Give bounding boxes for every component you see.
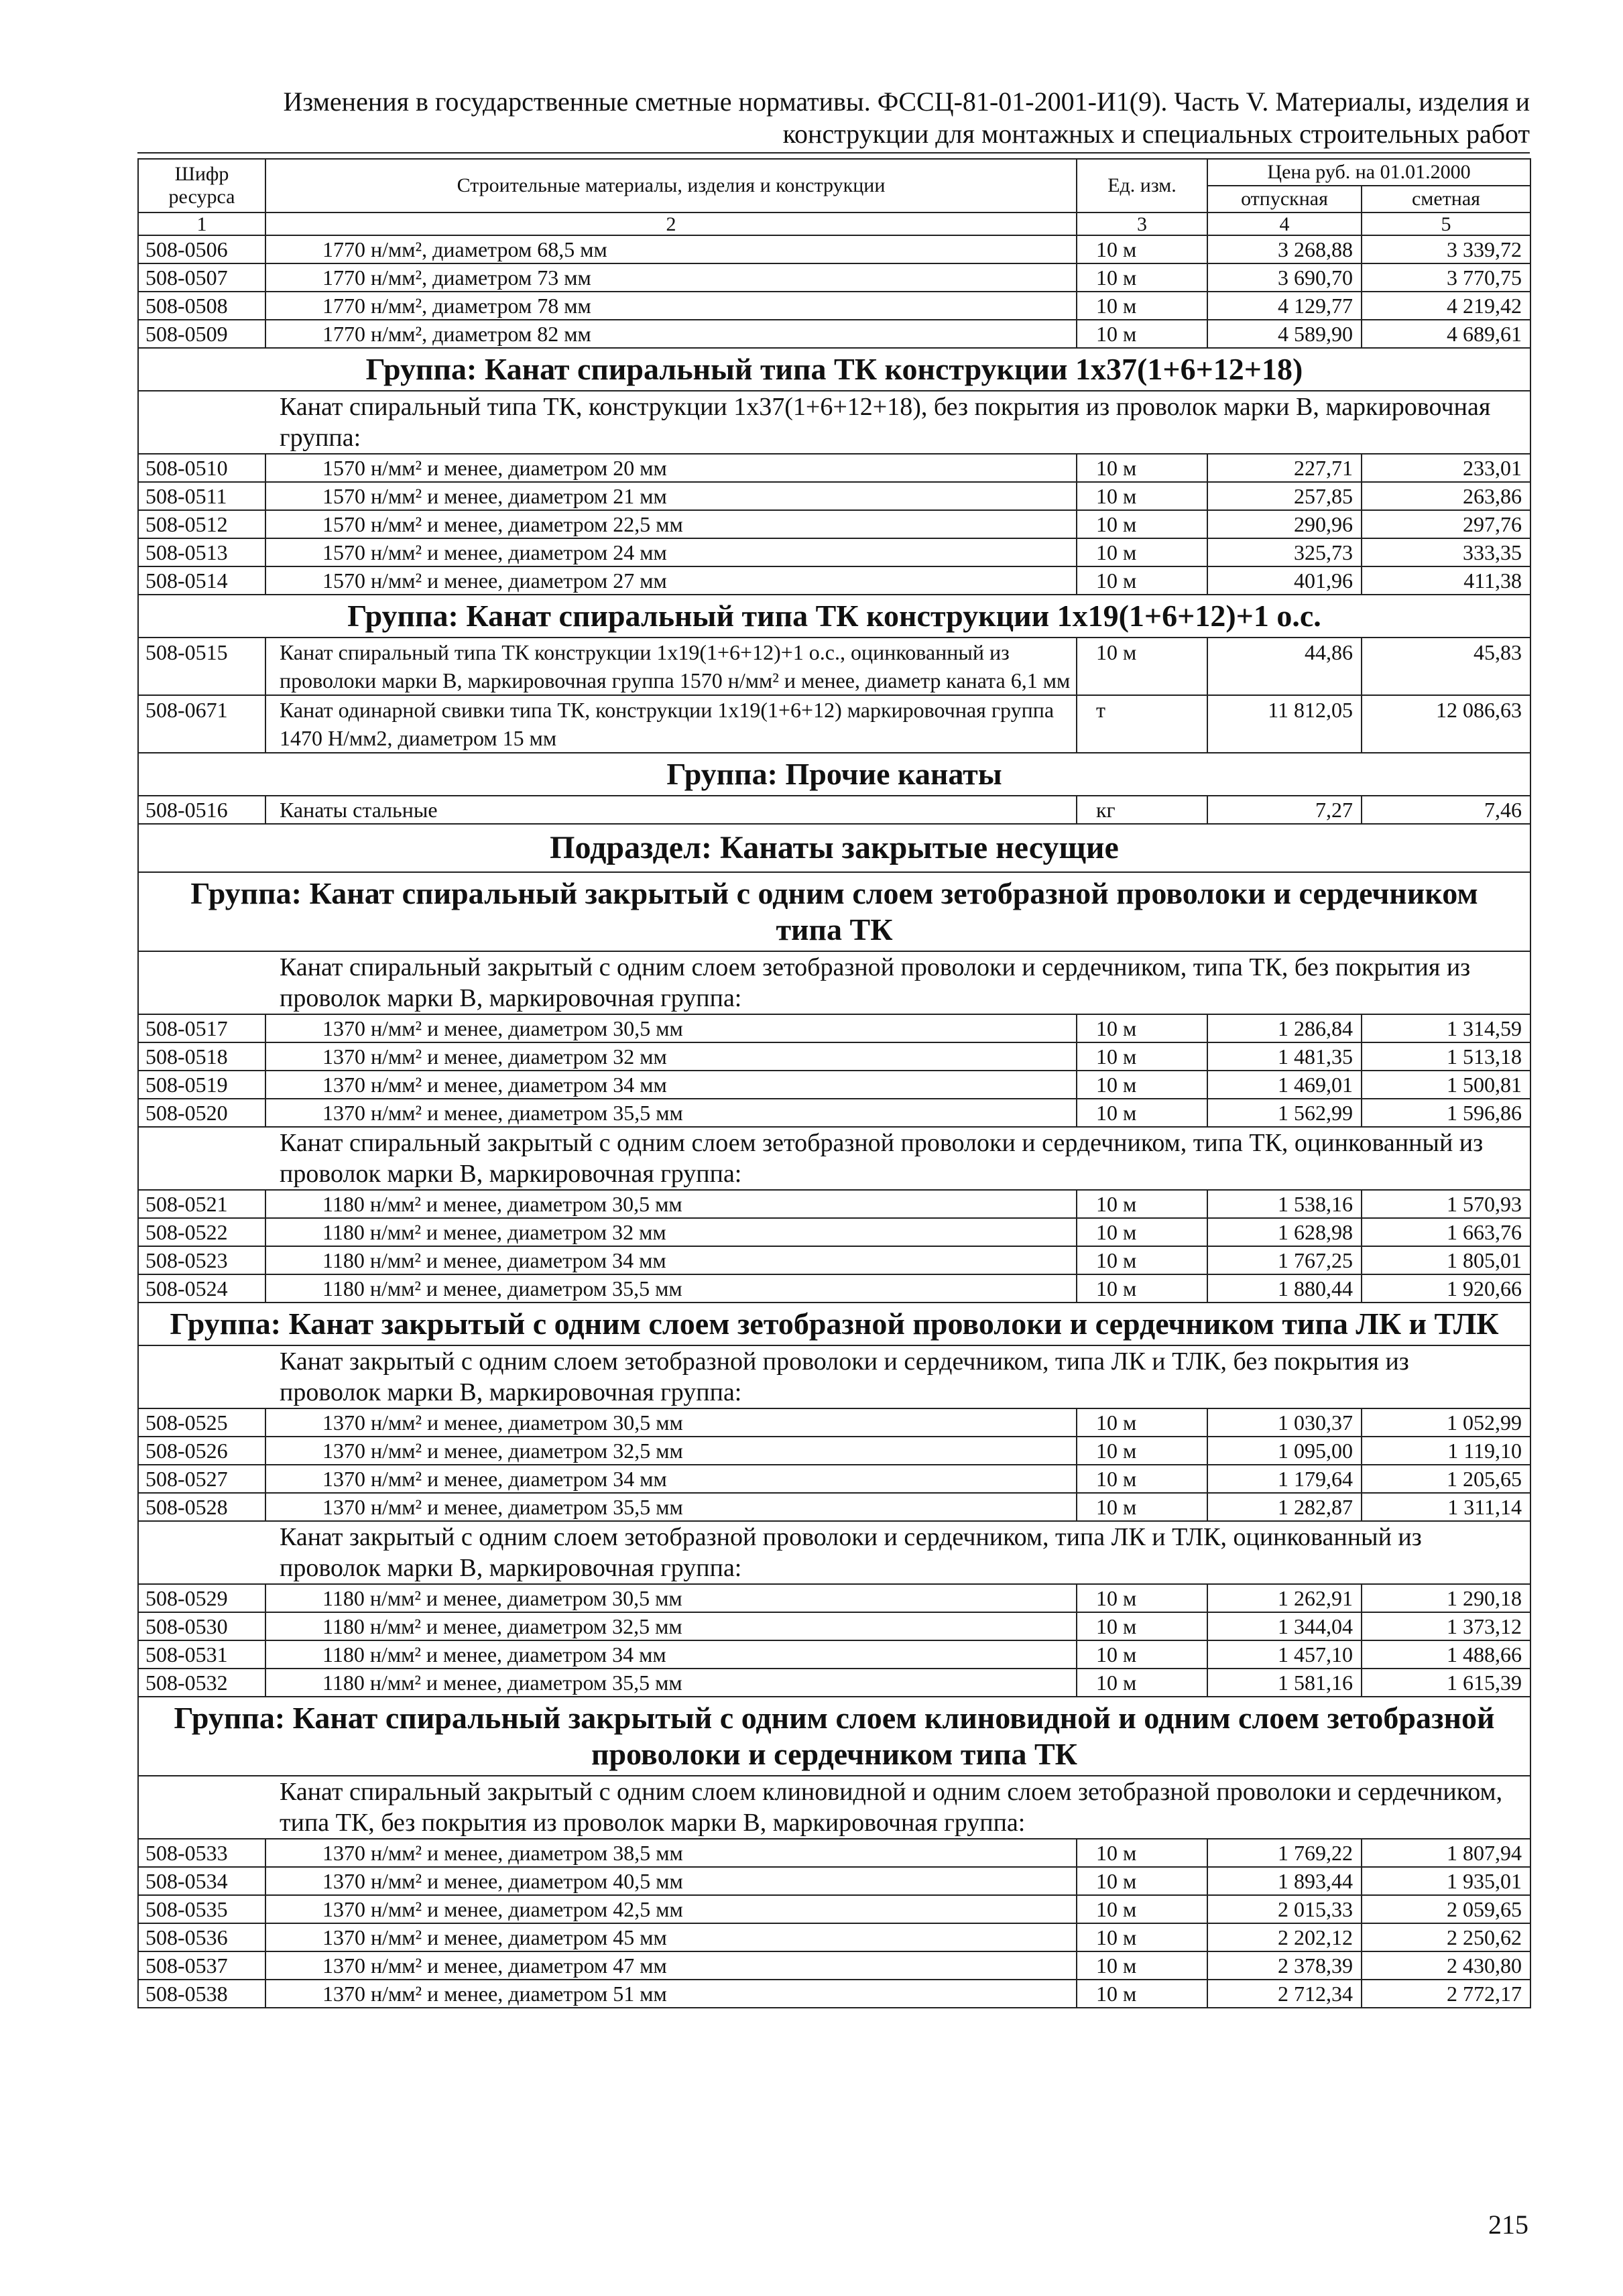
resource-code: 508-0507 <box>138 263 265 292</box>
estimate-price: 1 052,99 <box>1362 1408 1530 1437</box>
resource-code: 508-0671 <box>138 695 265 753</box>
material-name: 1180 н/мм² и менее, диаметром 32,5 мм <box>265 1612 1077 1640</box>
resource-code: 508-0532 <box>138 1669 265 1697</box>
release-price: 1 880,44 <box>1207 1274 1362 1303</box>
resource-code: 508-0518 <box>138 1042 265 1071</box>
column-number: 5 <box>1362 213 1530 235</box>
resource-code: 508-0537 <box>138 1951 265 1980</box>
document-header <box>134 86 1530 150</box>
material-name: 1370 н/мм² и менее, диаметром 35,5 мм <box>265 1099 1077 1127</box>
material-name: 1370 н/мм² и менее, диаметром 30,5 мм <box>265 1408 1077 1437</box>
release-price: 2 378,39 <box>1207 1951 1362 1980</box>
table-row <box>138 638 1530 695</box>
release-price: 4 129,77 <box>1207 292 1362 320</box>
unit-cell: 10 м <box>1077 1951 1207 1980</box>
unit-cell: 10 м <box>1077 1493 1207 1521</box>
table-row <box>138 1437 1530 1465</box>
table-row <box>138 1839 1530 1867</box>
unit-cell: 10 м <box>1077 1895 1207 1923</box>
estimate-price: 1 290,18 <box>1362 1584 1530 1612</box>
material-name: 1770 н/мм², диаметром 78 мм <box>265 292 1077 320</box>
unit-cell: 10 м <box>1077 1923 1207 1951</box>
page-number: 215 <box>1488 2210 1528 2240</box>
column-header-unit: Ед. изм. <box>1077 159 1207 213</box>
resource-code: 508-0533 <box>138 1839 265 1867</box>
release-price: 2 712,34 <box>1207 1980 1362 2008</box>
resource-code: 508-0508 <box>138 292 265 320</box>
estimate-price: 7,46 <box>1362 796 1530 824</box>
header-rule <box>137 152 1530 154</box>
resource-code: 508-0527 <box>138 1465 265 1493</box>
table-row <box>138 1951 1530 1980</box>
table-row <box>138 320 1530 348</box>
table-row <box>138 1640 1530 1669</box>
group-heading: Группа: Канат спиральный типа ТК конструкции 1х19(1+6+12)+1 о.с. <box>138 595 1530 638</box>
release-price: 1 893,44 <box>1207 1867 1362 1895</box>
material-name: Канат одинарной свивки типа ТК, конструкции 1х19(1+6+12) маркировочная группа 1470 Н/мм2, диаметром 15 мм <box>265 695 1077 753</box>
group-description: Канат закрытый с одним слоем зетобразной проволоки и сердечником, типа ЛК и ТЛК, без покрытия из проволок марки В, маркировочная группа: <box>138 1345 1530 1408</box>
release-price: 290,96 <box>1207 510 1362 538</box>
column-header-estimate: сметная <box>1362 186 1530 213</box>
table-row <box>138 1099 1530 1127</box>
group-description: Канат спиральный закрытый с одним слоем клиновидной и одним слоем зетобразной проволоки и сердечником, типа ТК, без покрытия из проволок марки В, маркировочная группа: <box>138 1776 1530 1839</box>
release-price: 325,73 <box>1207 538 1362 566</box>
release-price: 1 562,99 <box>1207 1099 1362 1127</box>
table-row <box>138 1408 1530 1437</box>
group-description: Канат спиральный закрытый с одним слоем зетобразной проволоки и сердечником, типа ТК, оцинкованный из проволок марки В, маркировочная группа: <box>138 1127 1530 1190</box>
unit-cell: 10 м <box>1077 1465 1207 1493</box>
table-row <box>138 292 1530 320</box>
group-heading: Группа: Канат спиральный закрытый с одним слоем клиновидной и одним слоем зетобразной проволоки и сердечником типа ТК <box>138 1697 1530 1776</box>
unit-cell: 10 м <box>1077 1980 1207 2008</box>
release-price: 1 095,00 <box>1207 1437 1362 1465</box>
resource-code: 508-0525 <box>138 1408 265 1437</box>
estimate-price: 2 059,65 <box>1362 1895 1530 1923</box>
release-price: 1 344,04 <box>1207 1612 1362 1640</box>
estimate-price: 411,38 <box>1362 566 1530 595</box>
resource-code: 508-0513 <box>138 538 265 566</box>
estimate-price: 1 311,14 <box>1362 1493 1530 1521</box>
material-name: 1370 н/мм² и менее, диаметром 42,5 мм <box>265 1895 1077 1923</box>
table-body <box>138 235 1530 2008</box>
resource-code: 508-0515 <box>138 638 265 695</box>
price-table <box>137 158 1531 2008</box>
material-name: 1770 н/мм², диаметром 82 мм <box>265 320 1077 348</box>
material-name: 1370 н/мм² и менее, диаметром 35,5 мм <box>265 1493 1077 1521</box>
material-name: 1570 н/мм² и менее, диаметром 21 мм <box>265 482 1077 510</box>
column-number: 2 <box>265 213 1077 235</box>
unit-cell: 10 м <box>1077 235 1207 263</box>
material-name: 1370 н/мм² и менее, диаметром 34 мм <box>265 1465 1077 1493</box>
group-row <box>138 348 1530 391</box>
table-row <box>138 1612 1530 1640</box>
table-row <box>138 796 1530 824</box>
header-row <box>138 159 1530 186</box>
unit-cell: 10 м <box>1077 1839 1207 1867</box>
release-price: 2 015,33 <box>1207 1895 1362 1923</box>
table-head <box>138 159 1530 235</box>
unit-cell: 10 м <box>1077 263 1207 292</box>
table-row <box>138 1071 1530 1099</box>
material-name: Канаты стальные <box>265 796 1077 824</box>
table-row <box>138 1980 1530 2008</box>
estimate-price: 1 805,01 <box>1362 1246 1530 1274</box>
column-header-code: Шифр ресурса <box>138 159 265 213</box>
column-number: 4 <box>1207 213 1362 235</box>
unit-cell: 10 м <box>1077 1274 1207 1303</box>
subsection-heading: Подраздел: Канаты закрытые несущие <box>138 824 1530 872</box>
estimate-price: 1 205,65 <box>1362 1465 1530 1493</box>
estimate-price: 1 314,59 <box>1362 1014 1530 1042</box>
estimate-price: 1 920,66 <box>1362 1274 1530 1303</box>
estimate-price: 333,35 <box>1362 538 1530 566</box>
unit-cell: 10 м <box>1077 1218 1207 1246</box>
resource-code: 508-0510 <box>138 454 265 482</box>
resource-code: 508-0514 <box>138 566 265 595</box>
estimate-price: 2 250,62 <box>1362 1923 1530 1951</box>
release-price: 1 030,37 <box>1207 1408 1362 1437</box>
unit-cell: 10 м <box>1077 1584 1207 1612</box>
column-header-name: Строительные материалы, изделия и конструкции <box>265 159 1077 213</box>
estimate-price: 1 570,93 <box>1362 1190 1530 1218</box>
release-price: 257,85 <box>1207 482 1362 510</box>
group-row <box>138 872 1530 951</box>
material-name: 1570 н/мм² и менее, диаметром 22,5 мм <box>265 510 1077 538</box>
material-name: 1370 н/мм² и менее, диаметром 30,5 мм <box>265 1014 1077 1042</box>
unit-cell: 10 м <box>1077 566 1207 595</box>
table-row <box>138 1867 1530 1895</box>
material-name: 1180 н/мм² и менее, диаметром 35,5 мм <box>265 1669 1077 1697</box>
release-price: 227,71 <box>1207 454 1362 482</box>
unit-cell: 10 м <box>1077 538 1207 566</box>
table-row <box>138 454 1530 482</box>
unit-cell: 10 м <box>1077 1190 1207 1218</box>
description-row <box>138 1127 1530 1190</box>
table-row <box>138 263 1530 292</box>
estimate-price: 1 935,01 <box>1362 1867 1530 1895</box>
subsection-row <box>138 824 1530 872</box>
resource-code: 508-0524 <box>138 1274 265 1303</box>
group-heading: Группа: Канат закрытый с одним слоем зетобразной проволоки и сердечником типа ЛК и ТЛК <box>138 1303 1530 1345</box>
table-row <box>138 1190 1530 1218</box>
resource-code: 508-0519 <box>138 1071 265 1099</box>
release-price: 1 538,16 <box>1207 1190 1362 1218</box>
release-price: 44,86 <box>1207 638 1362 695</box>
unit-cell: 10 м <box>1077 1071 1207 1099</box>
estimate-price: 1 373,12 <box>1362 1612 1530 1640</box>
table-row <box>138 1274 1530 1303</box>
release-price: 1 262,91 <box>1207 1584 1362 1612</box>
release-price: 1 286,84 <box>1207 1014 1362 1042</box>
release-price: 3 690,70 <box>1207 263 1362 292</box>
material-name: 1180 н/мм² и менее, диаметром 34 мм <box>265 1246 1077 1274</box>
material-name: 1180 н/мм² и менее, диаметром 30,5 мм <box>265 1584 1077 1612</box>
unit-cell: 10 м <box>1077 1408 1207 1437</box>
group-row <box>138 753 1530 796</box>
material-name: 1570 н/мм² и менее, диаметром 20 мм <box>265 454 1077 482</box>
unit-cell: 10 м <box>1077 1042 1207 1071</box>
material-name: 1370 н/мм² и менее, диаметром 32 мм <box>265 1042 1077 1071</box>
description-row <box>138 951 1530 1014</box>
estimate-price: 12 086,63 <box>1362 695 1530 753</box>
unit-cell: 10 м <box>1077 1612 1207 1640</box>
resource-code: 508-0530 <box>138 1612 265 1640</box>
table-row <box>138 538 1530 566</box>
release-price: 3 268,88 <box>1207 235 1362 263</box>
table-row <box>138 510 1530 538</box>
table-row <box>138 566 1530 595</box>
material-name: 1370 н/мм² и менее, диаметром 47 мм <box>265 1951 1077 1980</box>
resource-code: 508-0534 <box>138 1867 265 1895</box>
table-row <box>138 1493 1530 1521</box>
unit-cell: 10 м <box>1077 1014 1207 1042</box>
release-price: 401,96 <box>1207 566 1362 595</box>
table-row <box>138 1669 1530 1697</box>
unit-cell: 10 м <box>1077 292 1207 320</box>
estimate-price: 233,01 <box>1362 454 1530 482</box>
resource-code: 508-0523 <box>138 1246 265 1274</box>
material-name: 1180 н/мм² и менее, диаметром 30,5 мм <box>265 1190 1077 1218</box>
unit-cell: 10 м <box>1077 320 1207 348</box>
table-row <box>138 1042 1530 1071</box>
estimate-price: 2 430,80 <box>1362 1951 1530 1980</box>
unit-cell: 10 м <box>1077 1246 1207 1274</box>
material-name: 1370 н/мм² и менее, диаметром 34 мм <box>265 1071 1077 1099</box>
release-price: 1 481,35 <box>1207 1042 1362 1071</box>
release-price: 1 769,22 <box>1207 1839 1362 1867</box>
resource-code: 508-0521 <box>138 1190 265 1218</box>
group-heading: Группа: Канат спиральный закрытый с одним слоем зетобразной проволоки и сердечником типа ТК <box>138 872 1530 951</box>
resource-code: 508-0528 <box>138 1493 265 1521</box>
estimate-price: 1 663,76 <box>1362 1218 1530 1246</box>
resource-code: 508-0522 <box>138 1218 265 1246</box>
description-row <box>138 1345 1530 1408</box>
header-line-1: Изменения в государственные сметные нормативы. ФССЦ-81-01-2001-И1(9). Часть V. Материалы, изделия и <box>283 86 1530 117</box>
unit-cell: 10 м <box>1077 510 1207 538</box>
group-description: Канат закрытый с одним слоем зетобразной проволоки и сердечником, типа ЛК и ТЛК, оцинкованный из проволок марки В, маркировочная группа: <box>138 1521 1530 1584</box>
group-description: Канат спиральный закрытый с одним слоем зетобразной проволоки и сердечником, типа ТК, без покрытия из проволок марки В, маркировочная группа: <box>138 951 1530 1014</box>
material-name: 1370 н/мм² и менее, диаметром 32,5 мм <box>265 1437 1077 1465</box>
header-line-2: конструкции для монтажных и специальных строительных работ <box>782 119 1530 149</box>
release-price: 11 812,05 <box>1207 695 1362 753</box>
material-name: 1180 н/мм² и менее, диаметром 34 мм <box>265 1640 1077 1669</box>
unit-cell: 10 м <box>1077 1669 1207 1697</box>
description-row <box>138 1776 1530 1839</box>
material-name: 1370 н/мм² и менее, диаметром 38,5 мм <box>265 1839 1077 1867</box>
estimate-price: 3 770,75 <box>1362 263 1530 292</box>
release-price: 1 469,01 <box>1207 1071 1362 1099</box>
material-name: 1370 н/мм² и менее, диаметром 40,5 мм <box>265 1867 1077 1895</box>
release-price: 1 282,87 <box>1207 1493 1362 1521</box>
table-row <box>138 1218 1530 1246</box>
table-row <box>138 1895 1530 1923</box>
estimate-price: 1 615,39 <box>1362 1669 1530 1697</box>
group-description: Канат спиральный типа ТК, конструкции 1х37(1+6+12+18), без покрытия из проволок марки В, маркировочная группа: <box>138 391 1530 454</box>
estimate-price: 45,83 <box>1362 638 1530 695</box>
material-name: 1770 н/мм², диаметром 68,5 мм <box>265 235 1077 263</box>
estimate-price: 3 339,72 <box>1362 235 1530 263</box>
group-row <box>138 595 1530 638</box>
table-row <box>138 1465 1530 1493</box>
group-row <box>138 1697 1530 1776</box>
column-number-row <box>138 213 1530 235</box>
unit-cell: 10 м <box>1077 1867 1207 1895</box>
table-row <box>138 1246 1530 1274</box>
column-header-release: отпускная <box>1207 186 1362 213</box>
estimate-price: 1 596,86 <box>1362 1099 1530 1127</box>
estimate-price: 1 513,18 <box>1362 1042 1530 1071</box>
table-row <box>138 1923 1530 1951</box>
estimate-price: 263,86 <box>1362 482 1530 510</box>
table-row <box>138 1584 1530 1612</box>
release-price: 1 581,16 <box>1207 1669 1362 1697</box>
group-row <box>138 1303 1530 1345</box>
description-row <box>138 391 1530 454</box>
estimate-price: 4 219,42 <box>1362 292 1530 320</box>
unit-cell: 10 м <box>1077 638 1207 695</box>
release-price: 1 179,64 <box>1207 1465 1362 1493</box>
release-price: 2 202,12 <box>1207 1923 1362 1951</box>
resource-code: 508-0529 <box>138 1584 265 1612</box>
table-row <box>138 235 1530 263</box>
resource-code: 508-0536 <box>138 1923 265 1951</box>
description-row <box>138 1521 1530 1584</box>
release-price: 1 628,98 <box>1207 1218 1362 1246</box>
estimate-price: 4 689,61 <box>1362 320 1530 348</box>
material-name: Канат спиральный типа ТК конструкции 1х19(1+6+12)+1 о.с., оцинкованный из проволоки марки В, маркировочная группа 1570 н/мм² и менее, диаметр каната 6,1 мм <box>265 638 1077 695</box>
resource-code: 508-0517 <box>138 1014 265 1042</box>
unit-cell: 10 м <box>1077 1640 1207 1669</box>
estimate-price: 1 500,81 <box>1362 1071 1530 1099</box>
column-number: 1 <box>138 213 265 235</box>
resource-code: 508-0535 <box>138 1895 265 1923</box>
unit-cell: 10 м <box>1077 1437 1207 1465</box>
unit-cell: кг <box>1077 796 1207 824</box>
resource-code: 508-0520 <box>138 1099 265 1127</box>
material-name: 1180 н/мм² и менее, диаметром 32 мм <box>265 1218 1077 1246</box>
release-price: 4 589,90 <box>1207 320 1362 348</box>
column-header-price: Цена руб. на 01.01.2000 <box>1207 159 1530 186</box>
unit-cell: 10 м <box>1077 482 1207 510</box>
column-number: 3 <box>1077 213 1207 235</box>
resource-code: 508-0516 <box>138 796 265 824</box>
unit-cell: 10 м <box>1077 1099 1207 1127</box>
table-row <box>138 482 1530 510</box>
material-name: 1370 н/мм² и менее, диаметром 45 мм <box>265 1923 1077 1951</box>
resource-code: 508-0511 <box>138 482 265 510</box>
group-heading: Группа: Прочие канаты <box>138 753 1530 796</box>
material-name: 1370 н/мм² и менее, диаметром 51 мм <box>265 1980 1077 2008</box>
release-price: 7,27 <box>1207 796 1362 824</box>
estimate-price: 2 772,17 <box>1362 1980 1530 2008</box>
resource-code: 508-0512 <box>138 510 265 538</box>
estimate-price: 297,76 <box>1362 510 1530 538</box>
table-row <box>138 1014 1530 1042</box>
resource-code: 508-0506 <box>138 235 265 263</box>
material-name: 1770 н/мм², диаметром 73 мм <box>265 263 1077 292</box>
unit-cell: т <box>1077 695 1207 753</box>
material-name: 1570 н/мм² и менее, диаметром 24 мм <box>265 538 1077 566</box>
resource-code: 508-0538 <box>138 1980 265 2008</box>
release-price: 1 457,10 <box>1207 1640 1362 1669</box>
unit-cell: 10 м <box>1077 454 1207 482</box>
group-heading: Группа: Канат спиральный типа ТК конструкции 1х37(1+6+12+18) <box>138 348 1530 391</box>
release-price: 1 767,25 <box>1207 1246 1362 1274</box>
material-name: 1570 н/мм² и менее, диаметром 27 мм <box>265 566 1077 595</box>
estimate-price: 1 119,10 <box>1362 1437 1530 1465</box>
material-name: 1180 н/мм² и менее, диаметром 35,5 мм <box>265 1274 1077 1303</box>
resource-code: 508-0531 <box>138 1640 265 1669</box>
table-row <box>138 695 1530 753</box>
resource-code: 508-0526 <box>138 1437 265 1465</box>
estimate-price: 1 807,94 <box>1362 1839 1530 1867</box>
resource-code: 508-0509 <box>138 320 265 348</box>
estimate-price: 1 488,66 <box>1362 1640 1530 1669</box>
